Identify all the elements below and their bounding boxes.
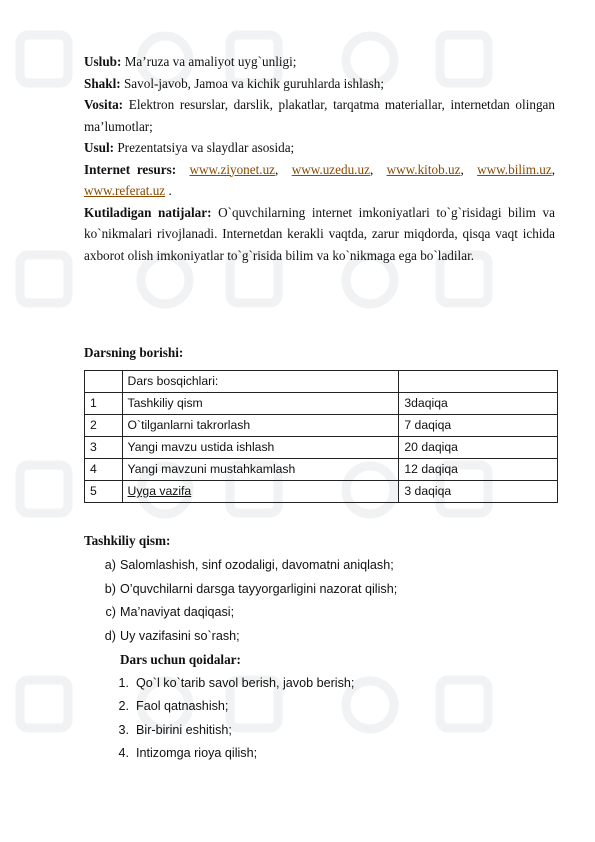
table-row	[85, 415, 558, 437]
row-stage: O`tilganlarni takrorlash	[122, 415, 399, 437]
vosita-line	[84, 94, 555, 137]
rules-title: Dars uchun qoidalar:	[120, 652, 241, 667]
tashkiliy-title: Tashkiliy qism:	[84, 533, 171, 548]
shakl-line	[84, 73, 555, 95]
row-number: 2	[85, 415, 123, 437]
rule-marker: 2.	[118, 699, 129, 713]
row-number: 5	[85, 481, 123, 503]
rule-marker: 3.	[118, 722, 129, 737]
list-item	[84, 578, 397, 602]
link-referat[interactable]: www.referat.uz	[84, 183, 166, 198]
uslub-text: Ma’ruza va amaliyot uyg`unligi;	[121, 54, 297, 69]
rule-text: Intizomga rioya qilish;	[136, 746, 258, 760]
internet-end: .	[165, 183, 172, 198]
row-stage: Yangi mavzu ustida ishlash	[122, 437, 399, 459]
internet-line: Internet resurs: www.ziyonet.uz, www.uzedu.uz, www.kitob.uz, www.bilim.uz, www.referat.uz .	[84, 161, 555, 198]
row-number: 3	[85, 437, 123, 459]
table-row	[85, 393, 558, 415]
list-marker: d)	[104, 628, 116, 643]
table-row	[85, 459, 558, 481]
shakl-text: Savol-javob, Jamoa va kichik guruhlarda ishlash;	[120, 75, 384, 91]
natija-label: Kutiladigan natijalar:	[84, 204, 212, 220]
shakl-label: Shakl:	[84, 75, 121, 91]
list-text: Salomlashish, sinf ozodaligi, davomatni aniqlash;	[120, 558, 394, 572]
usul-label: Usul:	[84, 140, 115, 155]
row-duration: 20 daqiqa	[399, 437, 558, 459]
list-marker: a)	[104, 558, 116, 572]
row-duration: 3 daqiqa	[399, 481, 558, 503]
rule-item	[84, 672, 397, 696]
list-item	[84, 601, 397, 625]
uslub-label: Uslub:	[84, 54, 122, 69]
row-number: 4	[85, 459, 123, 481]
list-text: O’quvchilarni darsga tayyorgarligini nazorat qilish;	[120, 581, 398, 596]
lesson-flow-title: Darsning borishi:	[84, 345, 184, 360]
rule-marker: 4.	[118, 746, 129, 760]
list-text: Ma’naviyat daqiqasi;	[120, 605, 235, 619]
list-item	[84, 625, 397, 649]
row-duration: 12 daqiqa	[399, 459, 558, 481]
row-stage-homework: Uyga vazifa	[122, 481, 399, 503]
link-uzedu[interactable]: www.uzedu.uz	[291, 161, 370, 177]
rule-marker: 1.	[118, 675, 129, 690]
rule-text: Faol qatnashish;	[136, 699, 229, 713]
rule-item	[84, 742, 397, 766]
table-header-stages: Dars bosqichlari:	[122, 371, 399, 393]
usul-text: Prezentatsiya va slaydlar asosida;	[114, 140, 295, 155]
list-marker: c)	[105, 605, 116, 619]
list-text: Uy vazifasini so`rash;	[120, 628, 240, 643]
row-duration: 7 daqiqa	[399, 415, 558, 437]
natija-text: O`quvchilarning internet imkoniyatlari to`g`risidagi bilim va ko`nikmalari rivojlanadi. Internetdan kerakli vaqtda, zarur miqdorda, qisqa vaqt ichida axborot olish imkoniyatlar to`g`risida bilim va ko`nikmaga ega bo`ladilar.	[84, 204, 555, 263]
usul-line	[84, 137, 555, 159]
uslub-line	[84, 51, 555, 73]
table-cell	[399, 371, 558, 393]
table-cell	[85, 371, 123, 393]
rule-text: Qo`l ko`tarib savol berish, javob berish;	[136, 675, 355, 690]
table-row	[85, 437, 558, 459]
rule-item	[84, 695, 397, 719]
row-stage: Yangi mavzuni mustahkamlash	[122, 459, 399, 481]
rule-item	[84, 719, 397, 743]
rule-text: Bir-birini eshitish;	[136, 722, 232, 737]
internet-label: Internet resurs:	[84, 161, 177, 177]
link-ziyonet[interactable]: www.ziyonet.uz	[189, 161, 276, 177]
table-header-row	[85, 371, 558, 393]
row-stage: Tashkiliy qism	[122, 393, 399, 415]
link-kitob[interactable]: www.kitob.uz	[386, 161, 461, 177]
tashkiliy-list	[84, 554, 397, 766]
vosita-label: Vosita:	[84, 97, 124, 112]
vosita-text: Elektron resurslar, darslik, plakatlar, tarqatma materiallar, internetdan olingan ma’lumotlar;	[84, 97, 555, 134]
row-number: 1	[85, 393, 123, 415]
natija-line	[84, 202, 555, 267]
list-item	[84, 554, 397, 578]
lesson-stages-table	[84, 370, 558, 503]
table-row	[85, 481, 558, 503]
link-bilim[interactable]: www.bilim.uz	[477, 161, 552, 177]
row-duration: 3daqiqa	[399, 393, 558, 415]
lesson-meta	[84, 51, 555, 266]
list-marker: b)	[104, 581, 116, 596]
